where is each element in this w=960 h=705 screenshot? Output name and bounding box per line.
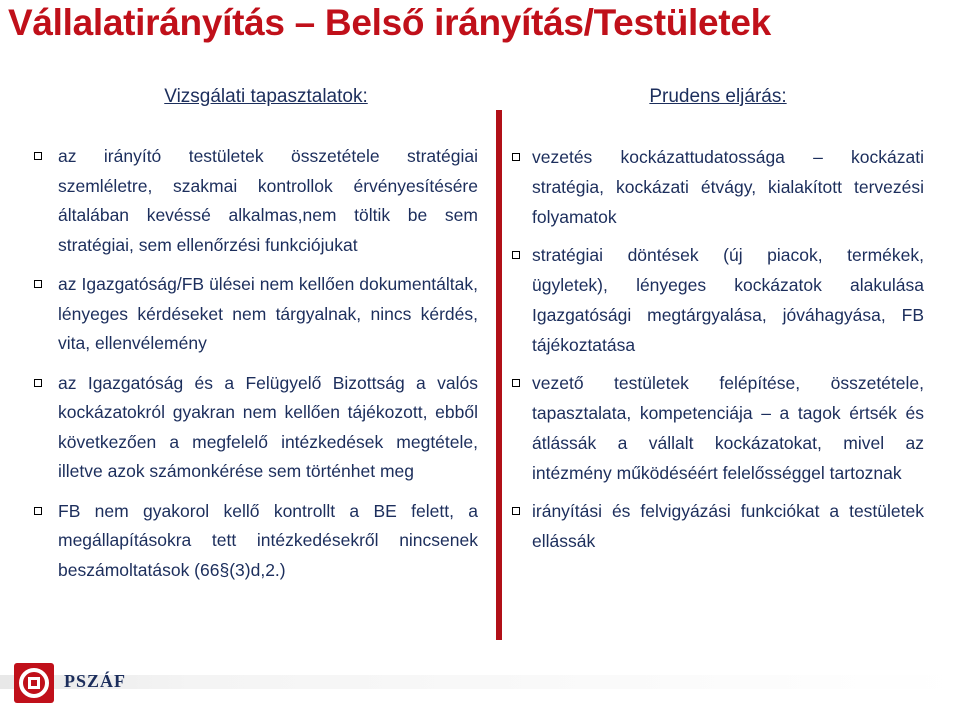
square-bullet-icon (34, 280, 42, 288)
footer-bar (0, 675, 960, 689)
square-bullet-icon (34, 379, 42, 387)
pszaf-logo-icon (14, 663, 54, 703)
square-bullet-icon (512, 153, 520, 161)
prudent-practice-column (512, 86, 924, 564)
list-item (34, 497, 478, 586)
brand-name: PSZÁF (64, 671, 127, 691)
list-item (512, 368, 924, 488)
list-item-text: vezetés kockázattudatossága – kockázati stratégia, kockázati étvágy, kialakított tervezési folyamatok (532, 147, 924, 227)
findings-heading: Vizsgálati tapasztalatok: (164, 86, 368, 107)
list-item-text: az Igazgatóság/FB ülései nem kellően dokumentáltak, lényeges kérdéseket nem tárgyalnak, nincs kérdés, vita, ellenvélemény (58, 274, 478, 353)
page-title: Vállalatirányítás – Belső irányítás/Testületek (8, 2, 771, 43)
list-item (34, 142, 478, 260)
prudent-practice-list (512, 142, 924, 556)
list-item-text: irányítási és felvigyázási funkciókat a testületek ellássák (532, 501, 924, 551)
list-item-text: az Igazgatóság és a Felügyelő Bizottság a valós kockázatokról gyakran nem kellően tájékozott, ebből következően a megfelelő intézkedések megtétele, illetve azok számonkérése sem történhet meg (58, 372, 478, 481)
prudent-practice-heading: Prudens eljárás: (649, 86, 787, 107)
square-bullet-icon (512, 251, 520, 259)
square-bullet-icon (34, 507, 42, 515)
column-divider (496, 110, 502, 640)
list-item-text: vezető testületek felépítése, összetétele, tapasztalata, kompetenciája – a tagok értsék és átlássák a vállalt kockázatokat, mivel az intézmény működéséért felelősséggel tartoznak (532, 373, 924, 483)
square-bullet-icon (34, 152, 42, 160)
list-item (512, 142, 924, 232)
findings-list (34, 142, 478, 585)
list-item-text: stratégiai döntések (új piacok, termékek, ügyletek), lényeges kockázatok alakulása Igazgatósági megtárgyalása, jóváhagyása, FB tájékoztatása (532, 245, 924, 355)
list-item (512, 496, 924, 556)
list-item-text: az irányító testületek összetétele stratégiai szemléletre, szakmai kontrollok érvényesítésére általában kevéssé alkalmas,nem töltik be sem stratégiai, sem ellenőrzési funkciójukat (58, 146, 478, 255)
list-item (34, 369, 478, 487)
square-bullet-icon (512, 507, 520, 515)
footer (0, 657, 960, 705)
list-item (512, 240, 924, 360)
square-bullet-icon (512, 379, 520, 387)
list-item-text: FB nem gyakorol kellő kontrollt a BE felett, a megállapításokra tett intézkedésekről nincsenek beszámoltatások (66§(3)d,2.) (58, 500, 478, 580)
findings-column (34, 86, 478, 595)
list-item (34, 270, 478, 359)
